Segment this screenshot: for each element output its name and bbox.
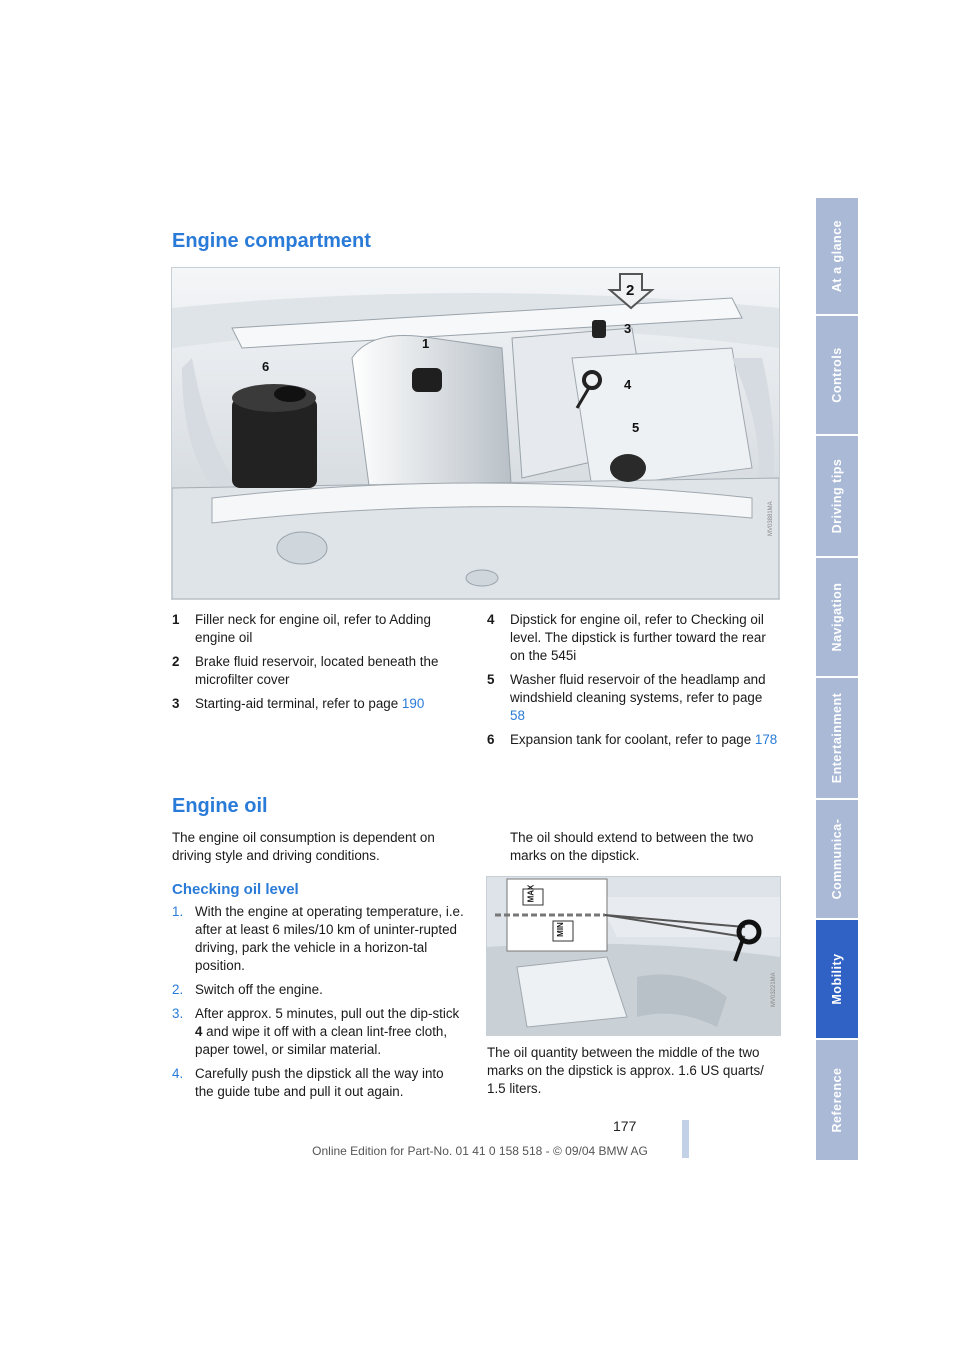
page-link-178[interactable]: 178 [754, 732, 778, 747]
legend-item-4: 4 Dipstick for engine oil, refer to Checking oil level. The dipstick is further toward the rear on the 545i [487, 612, 766, 663]
tab-entertainment[interactable]: Entertainment [816, 678, 858, 800]
step-3: 3. After approx. 5 minutes, pull out the dip-stick 4 and wipe it off with a clean lint-free cloth, paper towel, or similar material. [172, 1006, 460, 1057]
page-number: 177 [613, 1118, 637, 1134]
dipstick-figure [486, 876, 781, 1036]
legend-item-2: 2 Brake fluid reservoir, located beneath the microfilter cover [172, 654, 439, 687]
tab-mobility[interactable]: Mobility [816, 920, 858, 1040]
engine-compartment-figure [171, 267, 780, 600]
image-code: MV03881MA [768, 501, 774, 536]
legend-right [487, 611, 779, 755]
engine-oil-left-column [172, 829, 464, 1107]
legend-item-5: 5 Washer fluid reservoir of the headlamp and windshield cleaning systems, refer to page 58 [487, 672, 766, 723]
footer-edition: Online Edition for Part-No. 01 41 0 158 518 - © 09/04 BMW AG [312, 1144, 648, 1158]
tab-driving-tips[interactable]: Driving tips [816, 436, 858, 558]
callout-3: 3 [624, 321, 632, 336]
step-4: 4. Carefully push the dipstick all the way into the guide tube and pull it out again. [172, 1066, 444, 1099]
legend-item-1: 1 Filler neck for engine oil, refer to Adding engine oil [172, 612, 431, 645]
engine-illustration [172, 268, 779, 599]
engine-compartment-heading: Engine compartment [172, 230, 371, 252]
page-link-58[interactable]: 58 [510, 708, 525, 723]
tab-reference[interactable]: Reference [816, 1040, 858, 1162]
tab-at-a-glance[interactable]: At a glance [816, 198, 858, 316]
max-mark-label: MAX [526, 884, 536, 903]
engine-oil-intro: The engine oil consumption is dependent on driving style and driving conditions. [172, 830, 435, 863]
tab-controls[interactable]: Controls [816, 316, 858, 436]
callout-1: 1 [422, 336, 430, 351]
tab-communication[interactable]: Communica- [816, 800, 858, 920]
step-1: 1. With the engine at operating temperature, i.e. after at least 6 miles/10 km of uninter-rupted driving, park the vehicle in a horizon-tal position. [172, 904, 464, 973]
callout-2: 2 [626, 282, 635, 299]
checking-oil-level-heading: Checking oil level [172, 881, 299, 898]
min-mark-label: MIN [555, 922, 565, 937]
legend-item-6: 6 Expansion tank for coolant, refer to page 178 [487, 732, 778, 747]
callout-6: 6 [262, 359, 270, 374]
callout-5: 5 [632, 420, 640, 435]
legend-left [172, 611, 462, 719]
tab-navigation[interactable]: Navigation [816, 558, 858, 678]
callout-4: 4 [624, 377, 632, 392]
oil-quantity-text: The oil quantity between the middle of the two marks on the dipstick is approx. 1.6 US quarts/ 1.5 liters. [487, 1045, 764, 1096]
legend-item-3: 3 Starting-aid terminal, refer to page 190 [172, 696, 425, 711]
engine-oil-marks-text: The oil should extend to between the two marks on the dipstick. [510, 830, 754, 863]
engine-oil-heading: Engine oil [172, 795, 268, 817]
page-link-190[interactable]: 190 [401, 696, 425, 711]
dipstick-image-code: MV03221MA [771, 972, 777, 1007]
step-2: 2. Switch off the engine. [172, 982, 323, 997]
